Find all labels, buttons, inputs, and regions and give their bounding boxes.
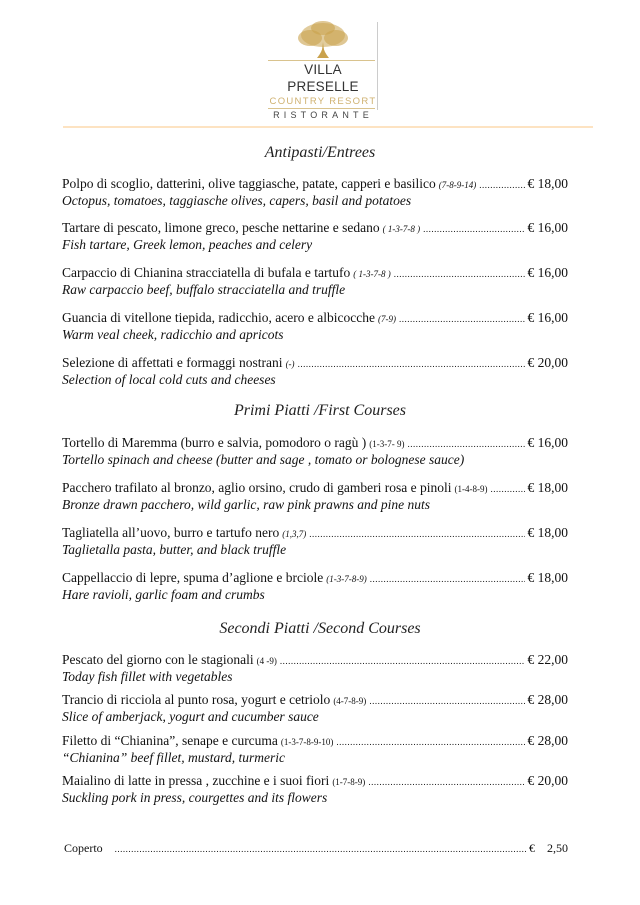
dish-price: € 18,00 (527, 480, 568, 495)
menu-item (62, 652, 568, 684)
dish-description: Taglietalla pasta, butter, and black truffle (62, 542, 287, 557)
dish-name: Pescato del giorno con le stagionali (62, 652, 254, 667)
dot-leader (309, 526, 524, 542)
dot-leader (336, 734, 524, 750)
cover-charge-price: € 2,50 (529, 841, 568, 855)
menu-item (62, 435, 568, 467)
dish-description: Fish tartare, Greek lemon, peaches and celery (62, 237, 313, 252)
menu-item-line (62, 733, 568, 750)
dish-description: Hare ravioli, garlic foam and crumbs (62, 587, 265, 602)
dot-leader (298, 356, 525, 372)
dish-description: Octopus, tomatoes, taggiasche olives, capers, basil and potatoes (62, 193, 412, 208)
allergens: ( 1-3-7-8 ) (353, 269, 391, 279)
dish-name: Selezione di affettati e formaggi nostrani (62, 355, 283, 370)
allergens: (4 -9) (256, 656, 277, 666)
cover-charge-line (64, 840, 568, 857)
dot-leader (479, 177, 524, 193)
section-title: Secondi Piatti /Second Courses (219, 620, 421, 637)
dish-price: € 16,00 (527, 435, 568, 450)
menu-item-line (62, 220, 568, 237)
cover-charge (64, 840, 568, 857)
menu-item-line (62, 176, 568, 193)
allergens: (1-3-7-8-9) (326, 574, 367, 584)
dot-leader (280, 653, 525, 669)
allergens: (-) (285, 359, 295, 369)
dot-leader (423, 221, 524, 237)
dish-description: “Chianina” beef fillet, mustard, turmeric (62, 750, 286, 765)
logo-name: VILLA PRESELLE (287, 62, 359, 94)
dot-leader (368, 774, 524, 790)
menu-item-line (62, 480, 568, 497)
dish-price: € 16,00 (527, 310, 568, 325)
dish-name: Maialino di latte in pressa , zucchine e i suoi fiori (62, 773, 330, 788)
allergens: (7-8-9-14) (438, 180, 477, 190)
dot-leader (399, 311, 525, 327)
dish-price: € 18,00 (527, 570, 568, 585)
menu-item-line (62, 692, 568, 709)
allergens: (7-9) (377, 314, 396, 324)
dot-leader (370, 571, 525, 587)
menu-item-line (62, 525, 568, 542)
dish-price: € 16,00 (527, 265, 568, 280)
dish-name: Filetto di “Chianina”, senape e curcuma (62, 733, 278, 748)
dish-price: € 18,00 (527, 525, 568, 540)
allergens: (4-7-8-9) (333, 696, 367, 706)
dish-description: Slice of amberjack, yogurt and cucumber sauce (62, 709, 319, 724)
dish-price: € 16,00 (527, 220, 568, 235)
menu-item-line (62, 435, 568, 452)
dish-price: € 22,00 (527, 652, 568, 667)
logo-subtitle: COUNTRY RESORT (269, 96, 377, 107)
dish-price: € 28,00 (527, 733, 568, 748)
cover-charge-label: Coperto (64, 841, 103, 855)
menu-item (62, 733, 568, 765)
dish-name: Tagliatella all’uovo, burro e tartufo nero (62, 525, 280, 540)
dish-name: Tortello di Maremma (burro e salvia, pomodoro o ragù ) (62, 435, 367, 450)
dish-price: € 20,00 (527, 773, 568, 788)
dot-leader (491, 481, 525, 497)
menu-item-line (62, 773, 568, 790)
menu-item (62, 480, 568, 512)
dish-price: € 20,00 (527, 355, 568, 370)
allergens: (1-3-7- 9) (369, 439, 405, 449)
menu-item (62, 310, 568, 342)
dish-price: € 18,00 (527, 176, 568, 191)
header-divider (63, 126, 593, 128)
dish-name: Pacchero trafilato al bronzo, aglio orsino, crudo di gamberi rosa e pinoli (62, 480, 452, 495)
dot-leader (407, 436, 524, 452)
allergens: (1-3-7-8-9-10) (280, 737, 334, 747)
dish-name: Trancio di ricciola al punto rosa, yogurt e cetriolo (62, 692, 331, 707)
dish-description: Tortello spinach and cheese (butter and sage , tomato or bolognese sauce) (62, 452, 465, 467)
dish-description: Bronze drawn pacchero, wild garlic, raw pink prawns and pine nuts (62, 497, 430, 512)
allergens: (1-7-8-9) (332, 777, 366, 787)
menu-item-line (62, 355, 568, 372)
dish-name: Guancia di vitellone tiepida, radicchio, acero e albicocche (62, 310, 375, 325)
menu-item (62, 692, 568, 724)
dot-leader (394, 266, 525, 282)
dot-leader (369, 693, 524, 709)
logo-ristorante: RISTORANTE (273, 110, 373, 120)
dish-name: Carpaccio di Chianina stracciatella di bufala e tartufo (62, 265, 351, 280)
dish-name: Polpo di scoglio, datterini, olive taggiasche, patate, capperi e basilico (62, 176, 436, 191)
dish-description: Raw carpaccio beef, buffalo stracciatella and truffle (62, 282, 346, 297)
dish-price: € 28,00 (527, 692, 568, 707)
section-title: Antipasti/Entrees (264, 144, 376, 161)
allergens: (1,3,7) (282, 529, 307, 539)
allergens: ( 1-3-7-8 ) (382, 224, 421, 234)
dish-description: Suckling pork in press, courgettes and its flowers (62, 790, 328, 805)
restaurant-logo (268, 20, 378, 120)
menu-item-line (62, 652, 568, 669)
menu-item (62, 570, 568, 602)
menu-item (62, 176, 568, 208)
menu-item (62, 525, 568, 557)
dish-description: Warm veal cheek, radicchio and apricots (62, 327, 284, 342)
section-title: Primi Piatti /First Courses (233, 402, 406, 419)
dish-description: Today fish fillet with vegetables (62, 669, 233, 684)
olive-tree-icon (288, 20, 358, 60)
menu-item-line (62, 265, 568, 282)
dish-name: Tartare di pescato, limone greco, pesche nettarine e sedano (62, 220, 380, 235)
dot-leader (115, 841, 526, 857)
menu-item (62, 773, 568, 805)
logo-divider (377, 22, 378, 110)
dish-name: Cappellaccio di lepre, spuma d’aglione e brciole (62, 570, 324, 585)
menu-item-line (62, 310, 568, 327)
menu-item-line (62, 570, 568, 587)
dish-description: Selection of local cold cuts and cheeses (62, 372, 276, 387)
allergens: (1-4-8-9) (454, 484, 488, 494)
menu-item (62, 355, 568, 387)
menu-item (62, 220, 568, 252)
menu-item (62, 265, 568, 297)
